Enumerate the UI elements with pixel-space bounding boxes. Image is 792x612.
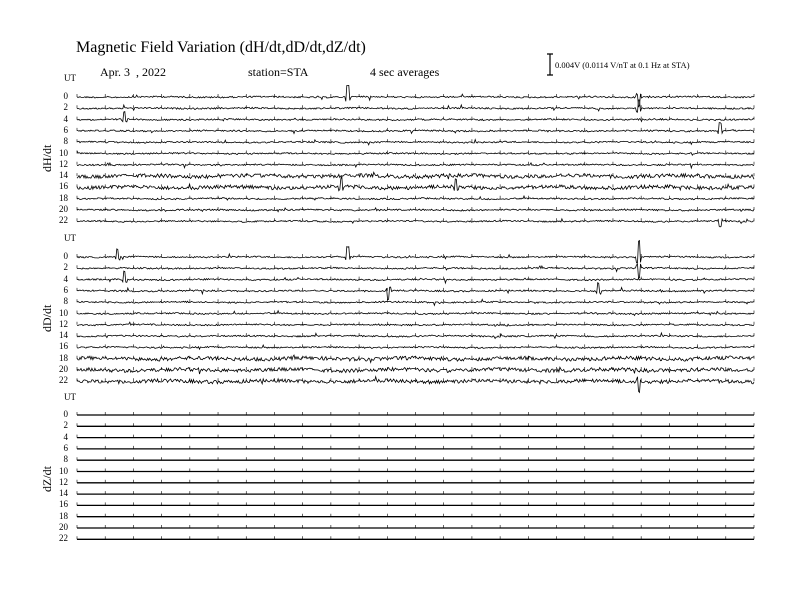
panel-dh <box>77 85 754 227</box>
panel-dz-row-label: 0 <box>63 409 68 419</box>
panel-dd-ylabel: dD/dt <box>40 304 54 332</box>
panel-dd-row-label: 4 <box>63 273 68 284</box>
panel-dd-row-label: 6 <box>63 284 68 295</box>
panel-dh-row-label: 10 <box>59 147 68 158</box>
panel-dz-row-label: 12 <box>59 476 68 487</box>
panel-dz-row-label: 4 <box>63 431 68 442</box>
panel-dh-row-label: 2 <box>63 102 68 113</box>
panel-dh-row-label: 20 <box>59 204 68 214</box>
panel-dh-ylabel: dH/dt <box>40 144 54 172</box>
panel-dz-row-label: 6 <box>63 442 68 453</box>
scale-bar <box>547 54 553 75</box>
panel-dd-row-label: 16 <box>59 341 68 352</box>
trace-dd-18ut <box>77 355 754 362</box>
panel-dz-row-label: 18 <box>59 510 68 521</box>
panel-dz-ylabel: dZ/dt <box>40 466 54 492</box>
scale-label: 0.004V (0.0114 V/nT at 0.1 Hz at STA) <box>555 60 690 70</box>
averaging-label: 4 sec averages <box>370 65 440 79</box>
panel-dh-row-label: 0 <box>63 91 68 101</box>
panel-dz-row-label: 14 <box>59 488 68 499</box>
panel-dz-row-label: 2 <box>63 420 68 431</box>
panel-dd-row-label: 20 <box>59 364 68 374</box>
trace-dd-0ut <box>77 241 754 264</box>
panel-dz-row-label: 20 <box>59 522 68 532</box>
panel-dh-row-label: 18 <box>59 192 68 203</box>
panel-dh-row-label: 4 <box>63 113 68 124</box>
panel-dh-row-label: 8 <box>63 136 68 147</box>
panel-dd-row-label: 10 <box>59 307 68 318</box>
panel-dz-row-label: 16 <box>59 499 68 510</box>
panel-dh-row-label: 14 <box>59 170 68 181</box>
panel-dz-row-label: 22 <box>59 533 68 544</box>
panel-dh-row-label: 22 <box>59 215 68 226</box>
panel-dh-ut-label: UT <box>64 73 76 83</box>
date-label: Apr. 3 , 2022 <box>100 65 166 79</box>
trace-dh-16ut <box>77 176 754 191</box>
chart-title: Magnetic Field Variation (dH/dt,dD/dt,dZ/dt) <box>76 39 366 56</box>
station-label: station=STA <box>248 65 309 79</box>
panel-dh-row-label: 12 <box>59 158 68 169</box>
panel-dz-row-label: 8 <box>63 454 68 465</box>
panel-dz-ut-label: UT <box>64 392 76 402</box>
panel-dd-row-label: 8 <box>63 296 68 307</box>
panel-dd-row-label: 14 <box>59 330 68 341</box>
panel-dz <box>77 412 754 539</box>
panel-dz-row-label: 10 <box>59 465 68 476</box>
panel-dd-row-label: 22 <box>59 375 68 386</box>
panel-dd-row-label: 18 <box>59 352 68 363</box>
panel-dd-ut-label: UT <box>64 233 76 243</box>
panel-dd-row-label: 2 <box>63 262 68 273</box>
panel-dh-row-label: 6 <box>63 124 68 135</box>
panel-dd <box>77 241 754 393</box>
trace-dd-6ut <box>77 283 754 300</box>
panel-dd-row-label: 0 <box>63 251 68 261</box>
panel-dh-row-label: 16 <box>59 181 68 192</box>
panel-dd-row-label: 12 <box>59 318 68 329</box>
